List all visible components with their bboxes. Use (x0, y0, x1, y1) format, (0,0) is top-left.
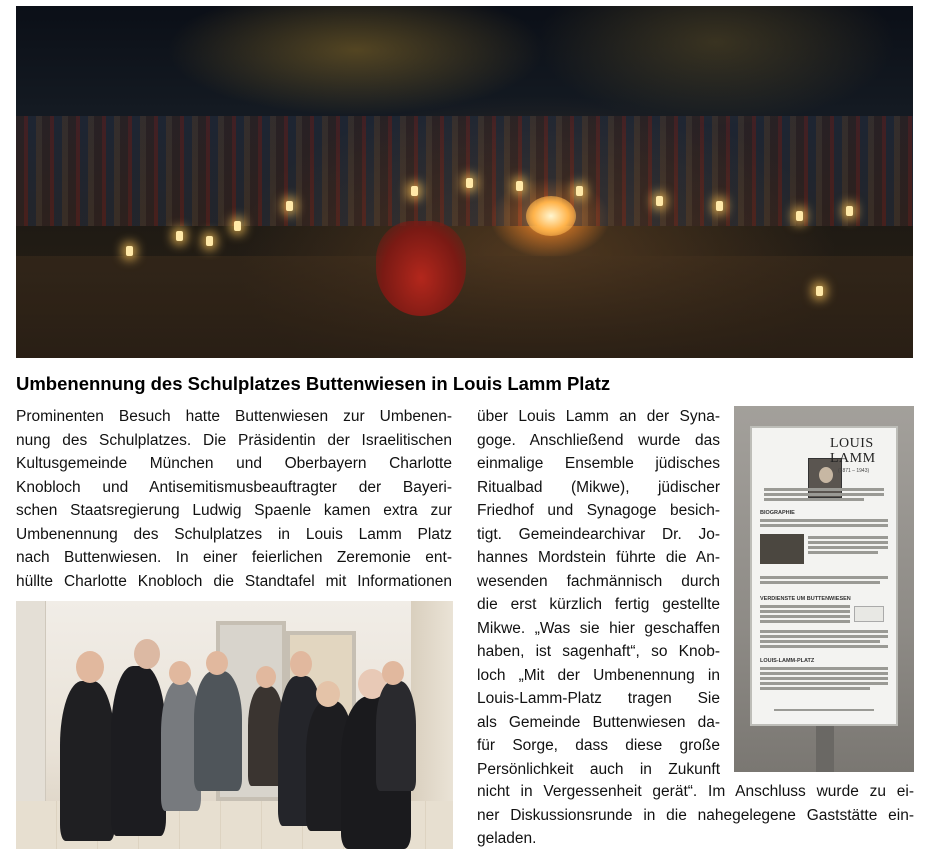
person-black-coat (111, 666, 166, 836)
sign-text-line (760, 524, 888, 527)
text-line: Umbenennung des Schulplatzes in Louis Lamm Platz (16, 525, 452, 543)
lantern (126, 246, 133, 256)
sign-text-line (808, 551, 878, 554)
person-jacket (194, 671, 242, 791)
person-dark-jacket (60, 681, 115, 841)
text-line: nung des Schulplatzes. Die Präsidentin der Israelitischen (16, 431, 452, 449)
lantern (411, 186, 418, 196)
text-line: geladen. (477, 830, 537, 847)
sign-text-line (764, 488, 884, 491)
lantern (576, 186, 583, 196)
sign-text-line (760, 635, 888, 638)
lantern (796, 211, 803, 221)
sign-text-line (760, 630, 888, 633)
lantern (286, 201, 293, 211)
person-head (169, 661, 191, 685)
text-line: tigt. Gemeindearchivar Dr. Jo- (477, 525, 720, 543)
lantern (176, 231, 183, 241)
text-line: hüllte Charlotte Knobloch die Standtafel mit Informationen (16, 572, 452, 590)
article-column-2-continuation (477, 780, 914, 851)
text-line: schen Staatsregierung Ludwig Spaenle kamen extra zur (16, 502, 452, 519)
lantern (206, 236, 213, 246)
sign-text-line (764, 493, 884, 496)
sign-text-line (760, 615, 850, 618)
crowd (16, 116, 913, 226)
text-line: loch „Mit der Umbenennung in (477, 666, 720, 684)
person-head (316, 681, 340, 707)
text-line: Friedhof und Synagoge besich- (477, 502, 720, 519)
sign-section-biography: BIOGRAPHIE (760, 510, 795, 516)
lantern (466, 178, 473, 188)
municipality-logo (854, 606, 884, 622)
person-head (206, 651, 228, 675)
article-column-2 (477, 405, 720, 781)
sign-post (816, 726, 834, 772)
text-line: Kultusgemeinde München und Oberbayern Charlotte (16, 455, 452, 472)
text-line: nach Buttenwiesen. In einer feierlichen Zeremonie ent- (16, 549, 452, 566)
sign-dates: (1871 – 1943) (838, 468, 870, 474)
article-column-1 (16, 405, 452, 593)
group-visit-photo (16, 601, 453, 849)
person-head (290, 651, 312, 677)
lantern-festival-photo (16, 6, 913, 358)
sign-historic-photo (760, 534, 804, 564)
text-line: Prominenten Besuch hatte Buttenwiesen zur Umbenen- (16, 408, 452, 425)
text-line: ner Diskussionsrunde in die nahegelegene Gaststätte ein- (477, 806, 914, 824)
louis-lamm-sign-photo (734, 406, 914, 772)
sign-text-line (808, 546, 888, 549)
bonfire (526, 196, 576, 236)
person-back (376, 681, 416, 791)
sign-title (830, 436, 876, 466)
text-line: die erst kürzlich fertig gestellte (477, 596, 720, 613)
text-line: für Sorge, dass diese große (477, 737, 720, 754)
tree-foliage-right (536, 6, 896, 126)
text-line: über Louis Lamm an der Syna- (477, 408, 720, 425)
tree-foliage (166, 6, 546, 116)
text-line: nicht in Vergessenheit gerät“. Im Anschluss wurde zu ei- (477, 783, 914, 800)
text-line: Mikwe. „Was sie hier geschaffen (477, 619, 720, 637)
text-line: Ritualbad (Mikwe), jüdischer (477, 478, 720, 496)
sign-text-line (760, 682, 888, 685)
lantern (234, 221, 241, 231)
red-costumed-dancer (376, 221, 466, 316)
sign-text-line (808, 536, 888, 539)
sign-footer-line (774, 709, 874, 711)
sign-text-line (760, 667, 888, 670)
person-head (76, 651, 104, 683)
person-head (256, 666, 276, 688)
person-head (382, 661, 404, 685)
sign-section-square: LOUIS-LAMM-PLATZ (760, 658, 815, 664)
lantern (846, 206, 853, 216)
lantern (816, 286, 823, 296)
sign-section-merits: VERDIENSTE UM BUTTENWIESEN (760, 596, 851, 602)
sign-text-line (760, 672, 888, 675)
text-line: Louis-Lamm-Platz tragen Sie (477, 690, 720, 707)
sign-title-line2: LAMM (830, 451, 876, 466)
sign-text-line (760, 581, 880, 584)
lantern (716, 201, 723, 211)
sign-text-line (760, 687, 870, 690)
sign-text-line (808, 541, 888, 544)
sign-text-line (760, 610, 850, 613)
sign-text-line (760, 620, 850, 623)
text-line: haben, ist sagenhaft“, so Knob- (477, 643, 720, 660)
sign-text-line (760, 576, 888, 579)
text-line: Persönlichkeit auch in Zukunft (477, 760, 720, 778)
text-line: wesenden fachmännisch durch (477, 572, 720, 590)
text-line: Knobloch und Antisemitismusbeauftragter der Bayeri- (16, 478, 452, 496)
article-headline: Umbenennung des Schulplatzes Buttenwiesen in Louis Lamm Platz (16, 373, 611, 394)
sign-text-line (760, 519, 888, 522)
text-line: einmalige Ensemble jüdisches (477, 455, 720, 472)
person-head (134, 639, 160, 669)
text-line: als Gemeinde Buttenwiesen da- (477, 713, 720, 731)
sign-text-line (760, 645, 888, 648)
text-line: hannes Mordstein führte die An- (477, 549, 720, 566)
sign-text-line (760, 605, 850, 608)
sign-text-line (760, 640, 880, 643)
lantern (656, 196, 663, 206)
text-line: goge. Anschließend wurde das (477, 431, 720, 449)
sign-text-line (764, 498, 864, 501)
sign-title-line1: LOUIS (830, 436, 874, 451)
lantern (516, 181, 523, 191)
sign-text-line (760, 677, 888, 680)
